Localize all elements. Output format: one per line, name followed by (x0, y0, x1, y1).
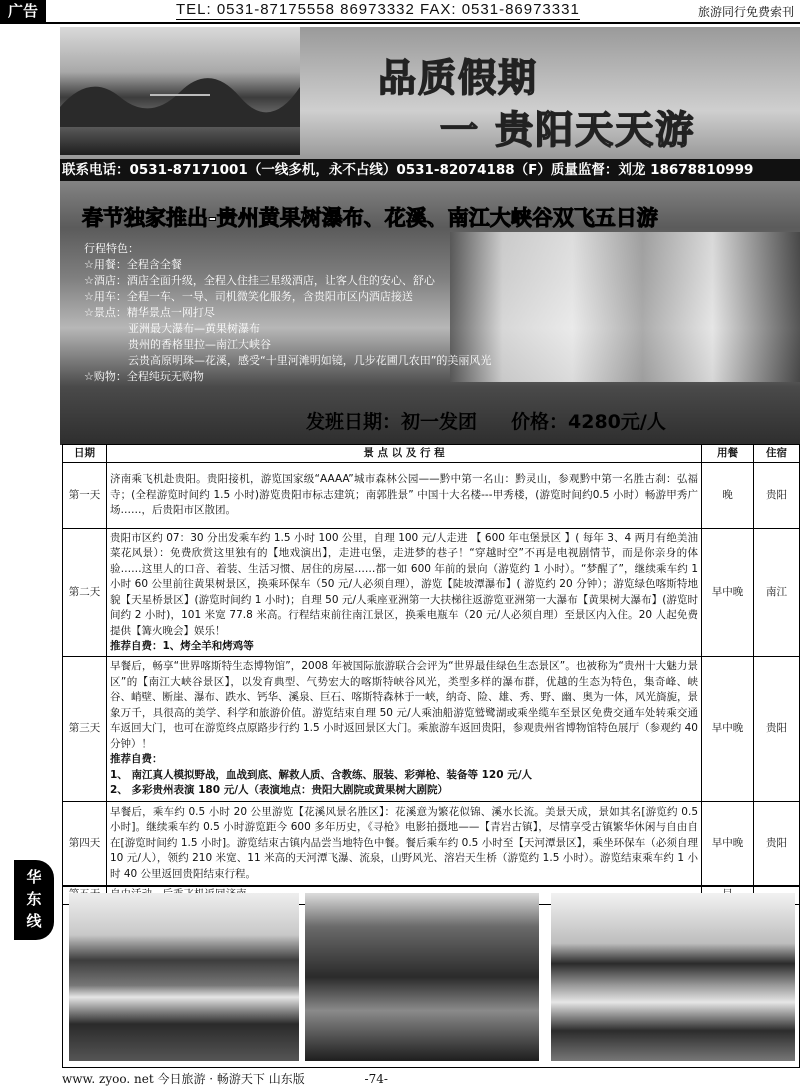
free-copy-note: 旅游同行免费索刊 (697, 5, 794, 19)
table-row (63, 802, 800, 886)
stepping-stones-photo (305, 893, 539, 1061)
features-title: 行程特色： (84, 242, 139, 255)
tour-banner (60, 27, 800, 445)
waterfall-photo-small (69, 893, 299, 1061)
meal-cell: 早中晚 (702, 529, 754, 657)
features-list (84, 241, 644, 385)
page-footer (62, 1070, 388, 1086)
banner-title (360, 45, 800, 155)
feature-item: 贵州的香格里拉—南江大峡谷 (84, 338, 271, 351)
col-header-route: 景 点 以 及 行 程 (107, 445, 702, 463)
day-cell: 第二天 (63, 529, 107, 657)
desc-cell: 早餐后，畅享“世界喀斯特生态博物馆”，2008 年被国际旅游联合会评为“世界最佳绿色生态景区”。也被称为“贵州十大魅力景区”的【南江大峡谷景区】，以发育典型、气势宏大的喀斯特峡谷风光，类型多样的瀑布群，优越的生态为特色，集奇峰、峡谷、峭壁、断崖、瀑布、跌水、钙华、溪泉、巨石、喀斯特森林于一峡，纳奇、险、雄、秀、野、幽、奥为一体，风光旖旎，景象万千，具很高的美学、科学和旅游价值。游览结束自理 50 元/人乘油船游览鹫鹭湖或乘坐缆车至景区免费交通车处转乘交通车返回大门，也可在游览终点原路步行约 1.5 小时返回景区大门。乘旅游车返回贵阳，参观贵州省博物馆特色展厅（参观约 40 分钟）！ 推荐自费： 1、 南江真人模拟野战，血战到底、解救人质、含教练、服装、彩弹枪、装备等 120 元/人 2、 多彩贵州表演 180 元/人（表演地点：贵阳大剧院或黄果树大剧院） (107, 657, 702, 802)
side-tag-char: 东 (26, 890, 42, 908)
lake-reflection-photo (551, 893, 795, 1061)
title-line-2: 一 贵阳天天游 (440, 108, 696, 152)
title-line-1: 品质假期 (378, 56, 539, 100)
desc-cell: 早餐后，乘车约 0.5 小时 20 公里游览【花溪风景名胜区】：花溪意为繁花似锦、溪水长流。美景天成，景如其名[游览约 0.5 小时]。继续乘车约 0.5 小时游览距今 600 多年历史，《寻枪》电影拍摄地——【青岩古镇】，尽情享受古镇繁华休闲与自由自在[游览时间约 1.5 小时]。游览结束古镇内品尝当地特色中餐。餐后乘车约 0.5 小时至【天河潭景区】，乘坐环保车（必须自理 10 元/人），领约 210 米宽、11 米高的天河潭飞瀑、流泉，山野风光、溶岩天生桥（游览约 1.5 小时）。游览结束乘车约 1 小时 40 公里返回贵阳结束行程。 (107, 802, 702, 886)
hill-silhouette-icon (60, 67, 300, 127)
departure-date: 发班日期：初一发团 (306, 411, 478, 433)
col-header-meals: 用餐 (702, 445, 754, 463)
feature-item: ☆景点：精华景点一网打尽 (84, 306, 215, 319)
day-cell: 第四天 (63, 802, 107, 886)
feature-item: ☆购物：全程纯玩无购物 (84, 370, 204, 383)
photo-strip (62, 886, 800, 1068)
col-header-stay: 住宿 (754, 445, 800, 463)
stay-cell: 贵阳 (754, 463, 800, 529)
route-side-tag (14, 860, 54, 940)
extra-item: 1、 南江真人模拟野战，血战到底、解救人质、含教练、服装、彩弹枪、装备等 120 元/人 (110, 768, 533, 781)
stay-cell: 贵阳 (754, 657, 800, 802)
table-header-row (63, 445, 800, 463)
meal-cell: 早中晚 (702, 802, 754, 886)
col-header-date: 日期 (63, 445, 107, 463)
ad-label: 广告 (0, 0, 46, 22)
table-row (63, 657, 800, 802)
meal-cell: 早中晚 (702, 657, 754, 802)
extra-item: 2、 多彩贵州表演 180 元/人（表演地点：贵阳大剧院或黄果树大剧院） (110, 784, 449, 797)
lake-photo (60, 27, 300, 155)
feature-item: ☆用车：全程一车、一导、司机微笑化服务，含贵阳市区内酒店接送 (84, 290, 413, 303)
recommended-extras: 推荐自费： (110, 753, 163, 766)
phone-fax-line: TEL: 0531-87175558 86973332 FAX: 0531-86973331 (176, 1, 580, 18)
side-tag-char: 华 (26, 868, 42, 886)
table-row (63, 529, 800, 657)
day-cell: 第三天 (63, 657, 107, 802)
page-number: -74- (364, 1072, 388, 1086)
stay-cell: 贵阳 (754, 802, 800, 886)
footer-site: www. zyoo. net 今日旅游 · 畅游天下 山东版 (62, 1072, 305, 1086)
promo-heading: 春节独家推出-贵州黄果树瀑布、花溪、南江大峡谷双飞五日游 (82, 206, 658, 230)
desc-cell: 济南乘飞机赴贵阳。贵阳接机，游览国家级“AAAA”城市森林公园——黔中第一名山：黔灵山，参观黔中第一名胜古刹：弘福寺；(全程游览时间约 1.5 小时)游览贵阳市标志建筑；南郭胜景” 中国十大名楼---甲秀楼，(游览时间约0.5 小时）畅游甲秀广场……，后贵阳市区散团。 (107, 463, 702, 529)
departure-price-line (306, 407, 666, 434)
desc-cell: 贵阳市区约 07：30 分出发乘车约 1.5 小时 100 公里，自理 100 元/人走进 【 600 年屯堡景区 】( 每年 3、4 两月有绝美油菜花风景）：免费欣赏这里独有的【地戏演出】，走进屯堡，走进梦的巷子！“穿越时空”不再是电视剧情节，而是你亲身的体验……这里人的口音、着装、生活习惯、居住的房屋……都一如 600 年前的景向（游览约 1 小时）。“梦醒了”，继续乘车约 1 小时 60 公里前往黄果树景区，换乘环保车（50 元/人必须自理），游览【陡坡潭瀑布】( 游览约 20 分钟）；游览绿色喀斯特地貌【天星桥景区】(游览时间约 1 小时)；自理 50 元/人乘座亚洲第一大扶梯往返游览亚洲第一大瀑布【黄果树大瀑布】(游览时间约 2 小时)，101 米宽 77.8 米高。行程结束前往南江景区，换乘电瓶车（20 元/人必须自理）至景区内入住。20 人起免费提供【篝火晚会】娱乐！ 推荐自费：1、烤全羊和烤鸡等 (107, 529, 702, 657)
feature-item: 亚洲最大瀑布—黄果树瀑布 (84, 322, 260, 335)
itinerary-table (62, 444, 800, 905)
feature-item: ☆用餐：全程含全餐 (84, 258, 182, 271)
meal-cell: 晚 (702, 463, 754, 529)
contact-line: 联系电话：0531-87171001（一线多机，永不占线）0531-82074188（F）质量监督：刘龙 18678810999 (60, 159, 800, 181)
feature-item: 云贵高原明珠—花溪，感受“十里河滩明如镜，几步花圃几农田”的美丽风光 (84, 354, 492, 367)
stay-cell: 南江 (754, 529, 800, 657)
price: 价格：4280元/人 (511, 411, 666, 433)
feature-item: ☆酒店：酒店全面升级，全程入住挂三星级酒店，让客人住的安心、舒心 (84, 274, 435, 287)
side-tag-char: 线 (26, 912, 42, 930)
recommended-extras: 推荐自费：1、烤全羊和烤鸡等 (110, 640, 254, 652)
day-cell: 第一天 (63, 463, 107, 529)
top-strip (0, 0, 800, 24)
table-row (63, 463, 800, 529)
